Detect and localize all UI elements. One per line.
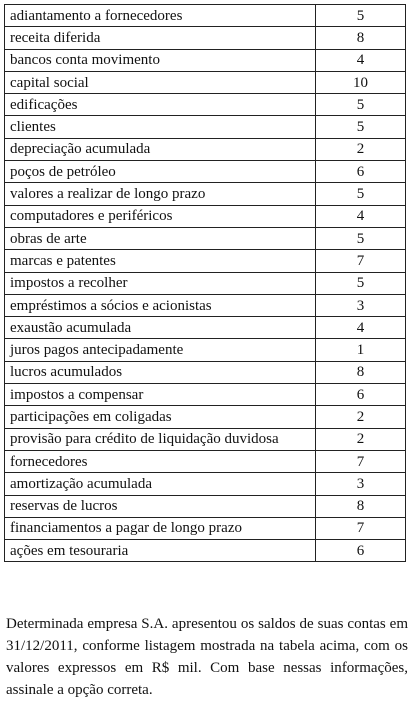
account-value-cell: 5 <box>316 183 406 205</box>
table-row <box>5 138 406 160</box>
account-name-cell: valores a realizar de longo prazo <box>5 183 316 205</box>
table-row <box>5 339 406 361</box>
account-name-cell: exaustão acumulada <box>5 317 316 339</box>
table-row <box>5 205 406 227</box>
account-name-cell: financiamentos a pagar de longo prazo <box>5 517 316 539</box>
account-value-cell: 3 <box>316 473 406 495</box>
account-name-cell: participações em coligadas <box>5 406 316 428</box>
table-row <box>5 116 406 138</box>
table-row <box>5 27 406 49</box>
table-row <box>5 272 406 294</box>
accounts-table <box>4 4 406 562</box>
account-value-cell: 5 <box>316 94 406 116</box>
account-value-cell: 6 <box>316 540 406 562</box>
account-name-cell: marcas e patentes <box>5 250 316 272</box>
table-row <box>5 406 406 428</box>
account-name-cell: edificações <box>5 94 316 116</box>
account-name-cell: receita diferida <box>5 27 316 49</box>
table-row <box>5 49 406 71</box>
account-name-cell: reservas de lucros <box>5 495 316 517</box>
table-row <box>5 94 406 116</box>
account-value-cell: 3 <box>316 294 406 316</box>
account-name-cell: empréstimos a sócios e acionistas <box>5 294 316 316</box>
table-row <box>5 384 406 406</box>
account-value-cell: 4 <box>316 317 406 339</box>
account-value-cell: 2 <box>316 138 406 160</box>
account-value-cell: 6 <box>316 161 406 183</box>
account-value-cell: 7 <box>316 450 406 472</box>
accounts-table-body <box>5 5 406 562</box>
account-value-cell: 1 <box>316 339 406 361</box>
table-row <box>5 517 406 539</box>
table-row <box>5 5 406 27</box>
account-value-cell: 7 <box>316 250 406 272</box>
table-row <box>5 495 406 517</box>
account-name-cell: adiantamento a fornecedores <box>5 5 316 27</box>
account-value-cell: 2 <box>316 406 406 428</box>
table-row <box>5 473 406 495</box>
account-name-cell: computadores e periféricos <box>5 205 316 227</box>
account-name-cell: depreciação acumulada <box>5 138 316 160</box>
account-name-cell: lucros acumulados <box>5 361 316 383</box>
table-row <box>5 161 406 183</box>
table-row <box>5 183 406 205</box>
account-name-cell: provisão para crédito de liquidação duvidosa <box>5 428 316 450</box>
table-row <box>5 428 406 450</box>
table-row <box>5 361 406 383</box>
table-row <box>5 71 406 93</box>
account-value-cell: 5 <box>316 227 406 249</box>
account-name-cell: juros pagos antecipadamente <box>5 339 316 361</box>
account-value-cell: 8 <box>316 361 406 383</box>
table-row <box>5 227 406 249</box>
table-row <box>5 317 406 339</box>
account-value-cell: 2 <box>316 428 406 450</box>
table-row <box>5 294 406 316</box>
account-name-cell: impostos a recolher <box>5 272 316 294</box>
account-value-cell: 4 <box>316 205 406 227</box>
account-value-cell: 7 <box>316 517 406 539</box>
account-value-cell: 5 <box>316 272 406 294</box>
account-value-cell: 4 <box>316 49 406 71</box>
account-name-cell: amortização acumulada <box>5 473 316 495</box>
account-name-cell: poços de petróleo <box>5 161 316 183</box>
account-value-cell: 10 <box>316 71 406 93</box>
table-row <box>5 540 406 562</box>
account-name-cell: clientes <box>5 116 316 138</box>
account-name-cell: impostos a compensar <box>5 384 316 406</box>
account-value-cell: 5 <box>316 116 406 138</box>
table-row <box>5 450 406 472</box>
account-value-cell: 5 <box>316 5 406 27</box>
account-name-cell: fornecedores <box>5 450 316 472</box>
table-row <box>5 250 406 272</box>
question-text: Determinada empresa S.A. apresentou os saldos de suas contas em 31/12/2011, conforme listagem mostrada na tabela acima, com os valores expressos em R$ mil. Com base nessas informações, assinale a opção correta. <box>6 616 408 698</box>
account-name-cell: ações em tesouraria <box>5 540 316 562</box>
account-name-cell: obras de arte <box>5 227 316 249</box>
account-name-cell: capital social <box>5 71 316 93</box>
account-value-cell: 6 <box>316 384 406 406</box>
account-value-cell: 8 <box>316 27 406 49</box>
account-value-cell: 8 <box>316 495 406 517</box>
account-name-cell: bancos conta movimento <box>5 49 316 71</box>
